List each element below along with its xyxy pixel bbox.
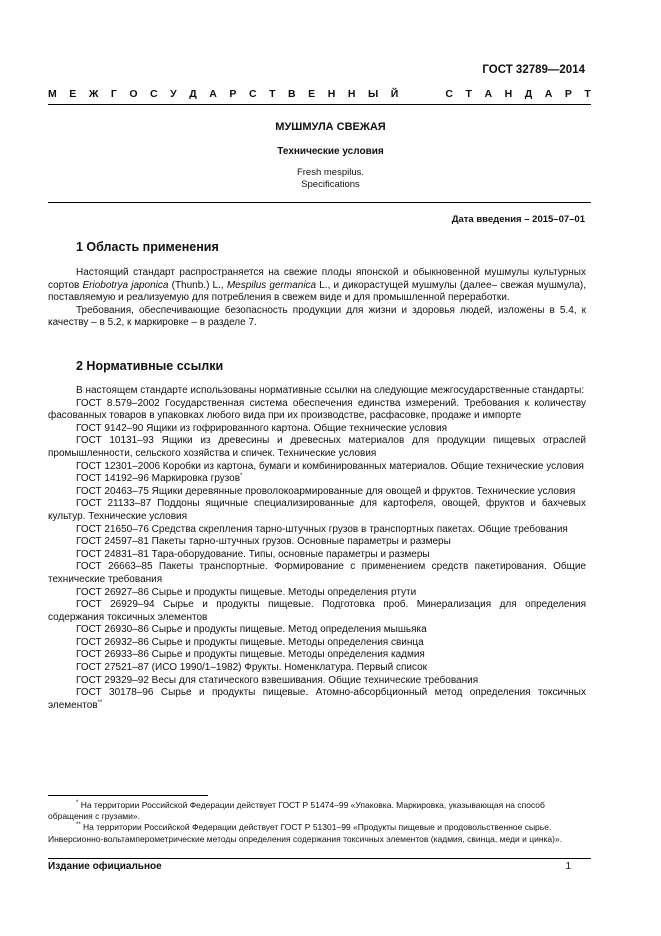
document-subtitle: Технические условия bbox=[277, 146, 384, 157]
english-title: Fresh mespilus. bbox=[296, 167, 365, 178]
section-2-heading: 2 Нормативные ссылки bbox=[76, 359, 224, 373]
banner-letter: Т bbox=[584, 88, 591, 100]
banner-letter: Е bbox=[308, 88, 316, 100]
edition-label: Издание официальное bbox=[48, 861, 162, 872]
normative-reference: ГОСТ 8.579–2002 Государственная система обеспечения единства измерений. Требования к количеству фасованных товаров в упаковках любого вида при их производстве, расфасовке, продаже и импорте bbox=[48, 397, 586, 422]
normative-reference: ГОСТ 26929–94 Сырье и продукты пищевые. Подготовка проб. Минерализация для определения содержания токсичных элементов bbox=[48, 599, 586, 623]
footnote: * На территории Российской Федерации действует ГОСТ Р 51474–99 «Упаковка. Маркировка, указывающая на способ обращения с грузами». bbox=[48, 800, 545, 822]
effective-date: Дата введения – 2015–07–01 bbox=[451, 214, 585, 225]
footer-rule bbox=[48, 858, 591, 859]
normative-reference: ГОСТ 30178–96 Сырье и продукты пищевые. Атомно-абсорбционный метод определения токсичных элементов** bbox=[48, 687, 586, 711]
english-subtitle: Specifications bbox=[301, 179, 360, 190]
banner-letter: Р bbox=[564, 88, 572, 100]
banner-letter: Ж bbox=[88, 88, 99, 100]
banner-letter bbox=[411, 88, 433, 100]
footnote: ** На территории Российской Федерации действует ГОСТ Р 51301–99 «Продукты пищевые и продовольственное сырье. Инверсионно-вольтамперометрические методы определения содержания токсичных элементов (кадмия, свинца, меди и цинка)». bbox=[48, 822, 563, 844]
title-rule bbox=[48, 202, 591, 203]
normative-reference: ГОСТ 29329–92 Весы для статического взвешивания. Общие технические требования bbox=[76, 674, 479, 686]
banner-letter: С bbox=[445, 88, 453, 100]
normative-reference: ГОСТ 21133–87 Поддоны ящичные специализированные для картофеля, овощей, фруктов и бахчевых культур. Технические условия bbox=[48, 498, 586, 522]
banner-letter: Т bbox=[465, 88, 472, 100]
normative-reference: ГОСТ 26927–86 Сырье и продукты пищевые. Методы определения ртути bbox=[76, 586, 417, 598]
top-rule bbox=[48, 104, 591, 105]
section-1-body bbox=[48, 267, 586, 330]
normative-reference: ГОСТ 26932–86 Сырье и продукты пищевые. Методы определения свинца bbox=[76, 636, 424, 648]
banner-letter: О bbox=[129, 88, 138, 100]
banner-letter: Е bbox=[69, 88, 77, 100]
banner-letter: Ы bbox=[367, 88, 379, 100]
footnote-marker: ** bbox=[97, 699, 103, 706]
normative-reference: ГОСТ 26930–86 Сырье и продукты пищевые. Метод определения мышьяка bbox=[76, 624, 427, 636]
banner-letter: Д bbox=[189, 88, 197, 100]
footnote-marker: * bbox=[240, 473, 243, 480]
normative-reference: ГОСТ 12301–2006 Коробки из картона, бумаги и комбинированных материалов. Общие технические условия bbox=[76, 460, 584, 472]
section-1-heading: 1 Область применения bbox=[76, 240, 219, 254]
banner-letter: Н bbox=[327, 88, 336, 100]
banner-letter: Н bbox=[347, 88, 356, 100]
normative-reference: ГОСТ 24597–81 Пакеты тарно-штучных грузов. Основные параметры и размеры bbox=[76, 536, 451, 548]
footnotes bbox=[48, 800, 586, 845]
footnote-rule bbox=[48, 795, 208, 796]
banner-letter: С bbox=[150, 88, 158, 100]
banner-letter: Н bbox=[504, 88, 513, 100]
banner-letter: У bbox=[170, 88, 177, 100]
banner-letter: Д bbox=[524, 88, 533, 100]
page-number: 1 bbox=[565, 861, 571, 872]
banner-letter: Т bbox=[269, 88, 276, 100]
banner-letter: М bbox=[48, 88, 57, 100]
normative-reference: ГОСТ 14192–96 Маркировка грузов* bbox=[76, 473, 243, 485]
banner-letter: Й bbox=[390, 88, 399, 100]
normative-reference: ГОСТ 10131–93 Ящики из древесины и древесных материалов для продукции пищевых отраслей промышленности, сельского хозяйства и спичек. Технические условия bbox=[48, 435, 586, 459]
banner-letter: А bbox=[544, 88, 553, 100]
document-title: МУШМУЛА СВЕЖАЯ bbox=[275, 121, 386, 133]
normative-reference: ГОСТ 9142–90 Ящики из гофрированного картона. Общие технические условия bbox=[76, 422, 447, 434]
banner-letter: С bbox=[248, 88, 257, 100]
interstate-standard-banner bbox=[48, 88, 591, 100]
section-1-paragraph-2: Требования, обеспечивающие безопасность продукции для жизни и здоровья людей, изложены в 5.4, к качеству – в 5.2, к маркировке – в разделе 7. bbox=[48, 304, 586, 329]
banner-letter: А bbox=[209, 88, 217, 100]
banner-letter: А bbox=[484, 88, 493, 100]
section-2-body bbox=[48, 385, 586, 712]
normative-reference: ГОСТ 26663–85 Пакеты транспортные. Формирование с применением средств пакетирования. Общие технические требования bbox=[48, 561, 586, 585]
section-2-intro: В настоящем стандарте использованы нормативные ссылки на следующие межгосударственные стандарты: bbox=[76, 385, 585, 396]
banner-letter: Г bbox=[110, 88, 117, 100]
gost-number: ГОСТ 32789—2014 bbox=[482, 64, 585, 76]
banner-letter: Р bbox=[229, 88, 237, 100]
normative-reference: ГОСТ 20463–75 Ящики деревянные проволокоармированные для овощей и фруктов. Технические условия bbox=[76, 485, 576, 497]
normative-reference: ГОСТ 24831–81 Тара-оборудование. Типы, основные параметры и размеры bbox=[76, 548, 430, 560]
normative-reference: ГОСТ 21650–76 Средства скрепления тарно-штучных грузов в транспортных пакетах. Общие требования bbox=[76, 523, 568, 535]
normative-reference: ГОСТ 27521–87 (ИСО 1990/1–1982) Фрукты. Номенклатура. Первый список bbox=[76, 662, 428, 674]
banner-letter: В bbox=[288, 88, 296, 100]
section-1-paragraph-1: Настоящий стандарт распространяется на свежие плоды японской и обыкновенной мушмулы культурных сортов Eriobotrya japonica (Thunb.) L., Mespilus germanica L., и дикорастущей мушмулы (далее– свежая мушмула), поставляемую и реализуемую для потребления в свежем виде и для промышленной переработки. bbox=[48, 267, 586, 304]
normative-reference: ГОСТ 26933–86 Сырье и продукты пищевые. Методы определения кадмия bbox=[76, 649, 425, 661]
